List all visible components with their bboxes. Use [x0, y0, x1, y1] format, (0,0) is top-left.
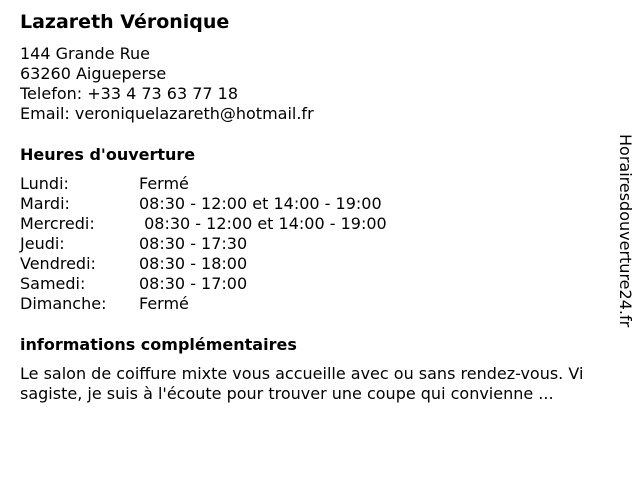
hours-day: Samedi:: [20, 274, 86, 293]
additional-info-title: informations complémentaires: [20, 335, 297, 354]
phone-number: Telefon: +33 4 73 63 77 18: [20, 84, 239, 103]
hours-day: Mercredi:: [20, 214, 95, 233]
site-watermark-text: Horairesdouverture24.fr: [616, 134, 635, 328]
hours-time: 08:30 - 12:00 et 14:00 - 19:00: [139, 194, 382, 213]
hours-day: Jeudi:: [20, 234, 65, 253]
hours-time: Fermé: [139, 174, 189, 193]
hours-day: Dimanche:: [20, 294, 107, 313]
site-watermark: [612, 134, 638, 346]
hours-time: 08:30 - 17:00: [139, 274, 248, 293]
business-name: Lazareth Véronique: [20, 11, 230, 33]
address-street: 144 Grande Rue: [20, 44, 151, 63]
hours-time: 08:30 - 18:00: [139, 254, 248, 273]
description-line: sagiste, je suis à l'écoute pour trouver une coupe qui convienne ...: [20, 384, 554, 403]
hours-day: Lundi:: [20, 174, 69, 193]
hours-time: 08:30 - 17:30: [139, 234, 248, 253]
contact-block: [20, 44, 314, 124]
hours-day: Vendredi:: [20, 254, 96, 273]
description-line: Le salon de coiffure mixte vous accueille avec ou sans rendez-vous. Vi: [20, 364, 584, 383]
address-city: 63260 Aigueperse: [20, 64, 167, 83]
hours-day: Mardi:: [20, 194, 70, 213]
email-address: Email: veroniquelazareth@hotmail.fr: [20, 104, 314, 123]
opening-hours-title: Heures d'ouverture: [20, 145, 196, 164]
hours-time: 08:30 - 12:00 et 14:00 - 19:00: [139, 214, 387, 233]
additional-info-text: [20, 364, 620, 404]
hours-time: Fermé: [139, 294, 189, 313]
